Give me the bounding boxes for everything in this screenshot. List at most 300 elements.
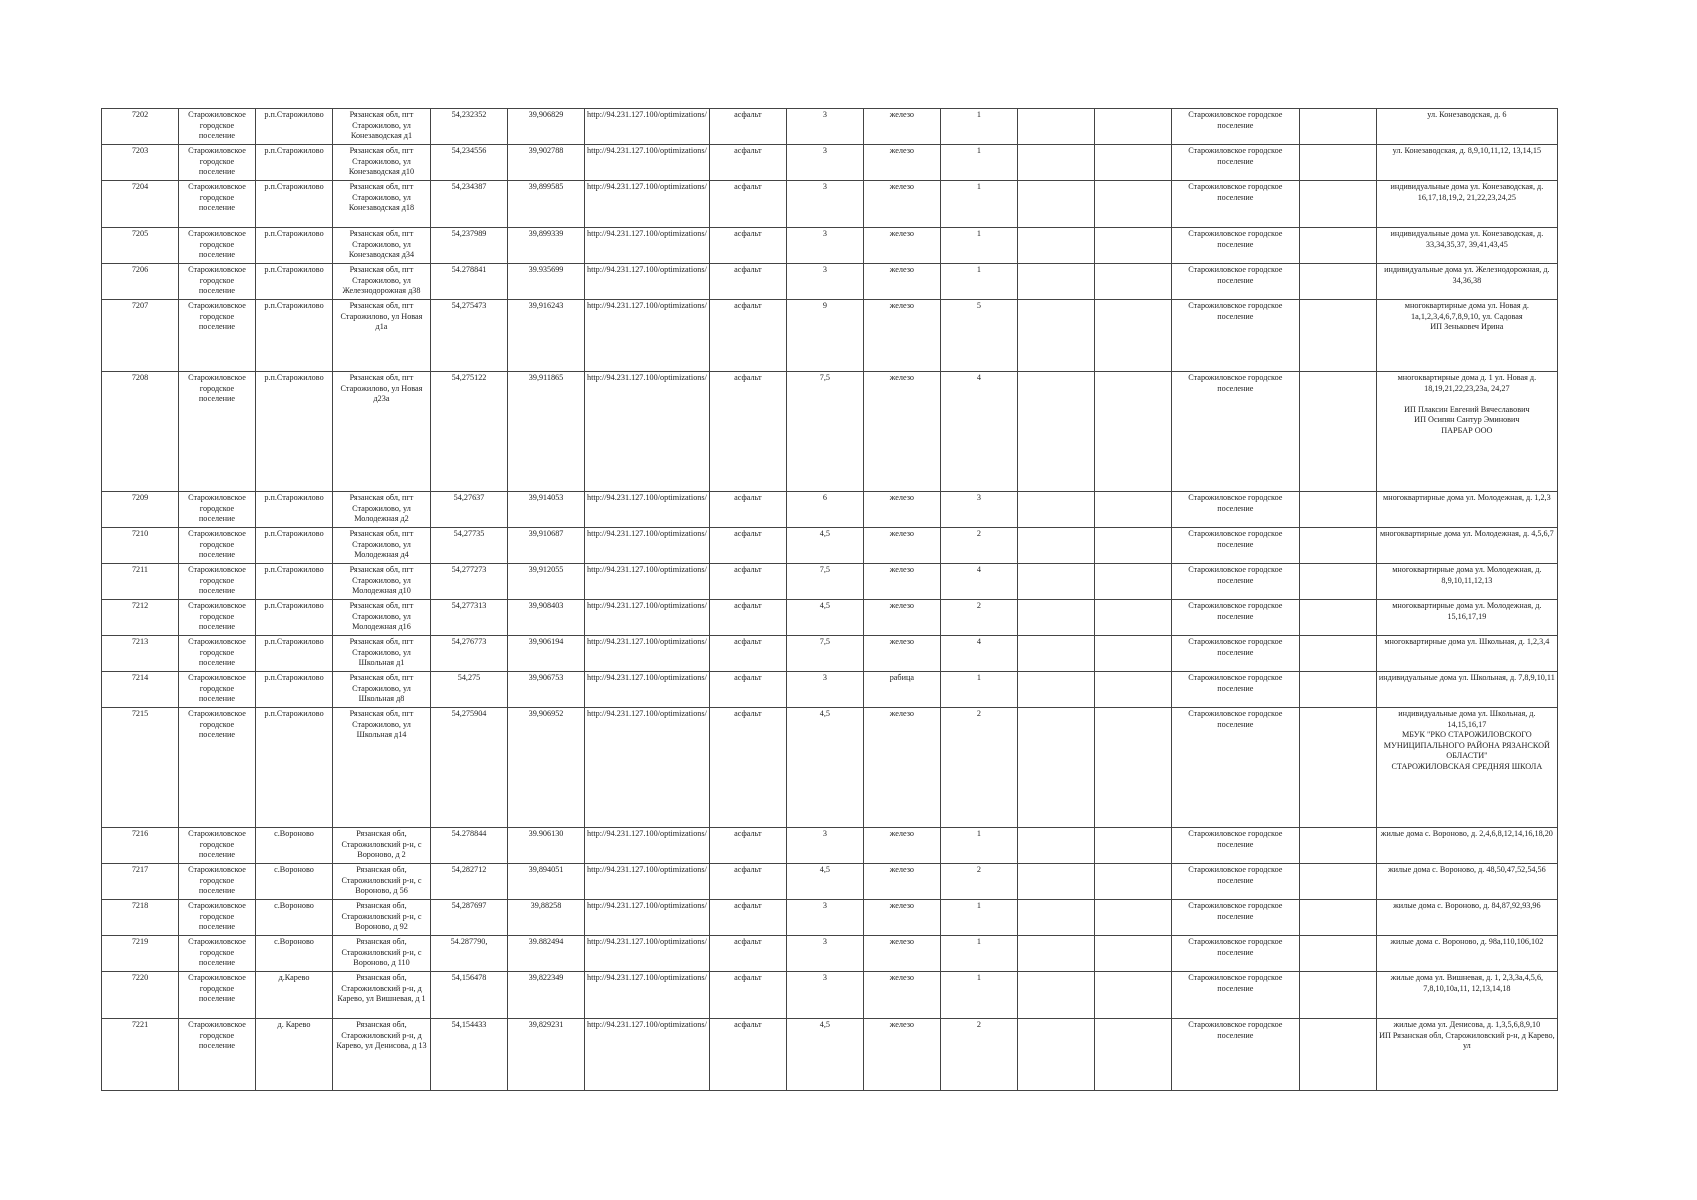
cell-link: http://94.231.127.100/optimizations/	[585, 672, 710, 708]
cell-address: Рязанская обл, пгт Старожилово, ул Конезаводская д34	[333, 228, 431, 264]
table-row	[102, 564, 1558, 600]
cell-empty	[1017, 900, 1094, 936]
cell-area: 4,5	[786, 528, 863, 564]
cell-material: железо	[863, 145, 940, 181]
cell-area: 7,5	[786, 564, 863, 600]
cell-id: 7203	[102, 145, 179, 181]
table-row	[102, 300, 1558, 372]
cell-holder: Старожиловское городское поселение	[1171, 109, 1299, 145]
cell-id: 7220	[102, 972, 179, 1019]
table-row	[102, 900, 1558, 936]
cell-empty	[1094, 900, 1171, 936]
cell-longitude: 39,906952	[508, 708, 585, 828]
cell-empty	[1299, 264, 1376, 300]
cell-settlement: Старожиловское городское поселение	[179, 300, 256, 372]
cell-latitude: 54.287790,	[431, 936, 508, 972]
cell-area: 3	[786, 672, 863, 708]
cell-surface: асфальт	[709, 492, 786, 528]
cell-locality: р.п.Старожилово	[256, 564, 333, 600]
cell-locality: с.Вороново	[256, 900, 333, 936]
cell-holder: Старожиловское городское поселение	[1171, 936, 1299, 972]
cell-area: 7,5	[786, 372, 863, 492]
cell-surface: асфальт	[709, 564, 786, 600]
cell-longitude: 39.882494	[508, 936, 585, 972]
cell-link: http://94.231.127.100/optimizations/	[585, 528, 710, 564]
cell-material: железо	[863, 900, 940, 936]
cell-empty	[1017, 145, 1094, 181]
cell-empty	[1017, 528, 1094, 564]
cell-locality: с.Вороново	[256, 936, 333, 972]
cell-empty	[1299, 228, 1376, 264]
cell-id: 7221	[102, 1019, 179, 1091]
cell-locality: д. Карево	[256, 1019, 333, 1091]
cell-holder: Старожиловское городское поселение	[1171, 672, 1299, 708]
cell-surface: асфальт	[709, 708, 786, 828]
cell-count: 1	[940, 228, 1017, 264]
cell-locality: д.Карево	[256, 972, 333, 1019]
cell-address: Рязанская обл, пгт Старожилово, ул Конезаводская д10	[333, 145, 431, 181]
cell-count: 2	[940, 528, 1017, 564]
cell-latitude: 54,27735	[431, 528, 508, 564]
table-row	[102, 672, 1558, 708]
cell-latitude: 54,27637	[431, 492, 508, 528]
cell-locality: р.п.Старожилово	[256, 181, 333, 228]
cell-latitude: 54,232352	[431, 109, 508, 145]
cell-longitude: 39,908403	[508, 600, 585, 636]
cell-link: http://94.231.127.100/optimizations/	[585, 228, 710, 264]
cell-material: железо	[863, 1019, 940, 1091]
table-row	[102, 636, 1558, 672]
cell-waste-source: индивидуальные дома ул. Школьная, д. 14,15,16,17 МБУК "РКО СТАРОЖИЛОВСКОГО МУНИЦИПАЛЬНОГО РАЙОНА РЯЗАНСКОЙ ОБЛАСТИ" СТАРОЖИЛОВСКАЯ СРЕДНЯЯ ШКОЛА	[1376, 708, 1557, 828]
cell-id: 7214	[102, 672, 179, 708]
cell-link: http://94.231.127.100/optimizations/	[585, 636, 710, 672]
cell-locality: р.п.Старожилово	[256, 600, 333, 636]
cell-longitude: 39,829231	[508, 1019, 585, 1091]
cell-settlement: Старожиловское городское поселение	[179, 264, 256, 300]
cell-id: 7207	[102, 300, 179, 372]
cell-latitude: 54,277273	[431, 564, 508, 600]
cell-latitude: 54,277313	[431, 600, 508, 636]
cell-id: 7209	[102, 492, 179, 528]
cell-surface: асфальт	[709, 264, 786, 300]
cell-latitude: 54,275	[431, 672, 508, 708]
cell-settlement: Старожиловское городское поселение	[179, 828, 256, 864]
cell-holder: Старожиловское городское поселение	[1171, 600, 1299, 636]
cell-longitude: 39.906130	[508, 828, 585, 864]
cell-address: Рязанская обл, Старожиловский р-н, д Карево, ул Денисова, д 13	[333, 1019, 431, 1091]
cell-link: http://94.231.127.100/optimizations/	[585, 264, 710, 300]
cell-surface: асфальт	[709, 636, 786, 672]
cell-empty	[1094, 372, 1171, 492]
cell-count: 2	[940, 1019, 1017, 1091]
cell-link: http://94.231.127.100/optimizations/	[585, 300, 710, 372]
cell-count: 1	[940, 672, 1017, 708]
cell-surface: асфальт	[709, 672, 786, 708]
cell-address: Рязанская обл, пгт Старожилово, ул Молодежная д10	[333, 564, 431, 600]
cell-material: железо	[863, 181, 940, 228]
cell-latitude: 54,275904	[431, 708, 508, 828]
cell-holder: Старожиловское городское поселение	[1171, 1019, 1299, 1091]
cell-holder: Старожиловское городское поселение	[1171, 181, 1299, 228]
cell-empty	[1094, 181, 1171, 228]
cell-area: 3	[786, 972, 863, 1019]
cell-material: железо	[863, 564, 940, 600]
cell-holder: Старожиловское городское поселение	[1171, 708, 1299, 828]
cell-link: http://94.231.127.100/optimizations/	[585, 492, 710, 528]
cell-empty	[1017, 492, 1094, 528]
cell-locality: р.п.Старожилово	[256, 372, 333, 492]
cell-settlement: Старожиловское городское поселение	[179, 564, 256, 600]
cell-surface: асфальт	[709, 936, 786, 972]
cell-settlement: Старожиловское городское поселение	[179, 528, 256, 564]
cell-count: 1	[940, 145, 1017, 181]
cell-link: http://94.231.127.100/optimizations/	[585, 1019, 710, 1091]
cell-locality: р.п.Старожилово	[256, 264, 333, 300]
cell-settlement: Старожиловское городское поселение	[179, 972, 256, 1019]
cell-id: 7217	[102, 864, 179, 900]
cell-longitude: 39,910687	[508, 528, 585, 564]
cell-area: 4,5	[786, 708, 863, 828]
cell-address: Рязанская обл, Старожиловский р-н, д Карево, ул Вишневая, д 1	[333, 972, 431, 1019]
cell-latitude: 54,275122	[431, 372, 508, 492]
cell-link: http://94.231.127.100/optimizations/	[585, 181, 710, 228]
cell-id: 7202	[102, 109, 179, 145]
table-row	[102, 708, 1558, 828]
cell-latitude: 54.278841	[431, 264, 508, 300]
cell-surface: асфальт	[709, 828, 786, 864]
cell-material: железо	[863, 936, 940, 972]
cell-locality: с.Вороново	[256, 828, 333, 864]
cell-id: 7211	[102, 564, 179, 600]
cell-settlement: Старожиловское городское поселение	[179, 936, 256, 972]
cell-settlement: Старожиловское городское поселение	[179, 864, 256, 900]
cell-empty	[1017, 300, 1094, 372]
cell-count: 1	[940, 936, 1017, 972]
cell-link: http://94.231.127.100/optimizations/	[585, 828, 710, 864]
cell-address: Рязанская обл, пгт Старожилово, ул Школьная д14	[333, 708, 431, 828]
cell-address: Рязанская обл, Старожиловский р-н, с Вороново, д 2	[333, 828, 431, 864]
cell-count: 1	[940, 109, 1017, 145]
cell-settlement: Старожиловское городское поселение	[179, 372, 256, 492]
cell-empty	[1017, 864, 1094, 900]
cell-link: http://94.231.127.100/optimizations/	[585, 708, 710, 828]
cell-waste-source: многоквартирные дома ул. Молодежная, д. 15,16,17,19	[1376, 600, 1557, 636]
cell-empty	[1017, 636, 1094, 672]
cell-material: железо	[863, 528, 940, 564]
cell-area: 3	[786, 181, 863, 228]
cell-material: железо	[863, 109, 940, 145]
cell-waste-source: многоквартирные дома ул. Молодежная, д. 1,2,3	[1376, 492, 1557, 528]
cell-latitude: 54,275473	[431, 300, 508, 372]
cell-longitude: 39,822349	[508, 972, 585, 1019]
cell-locality: р.п.Старожилово	[256, 636, 333, 672]
cell-empty	[1094, 264, 1171, 300]
cell-id: 7210	[102, 528, 179, 564]
cell-count: 1	[940, 264, 1017, 300]
cell-empty	[1017, 972, 1094, 1019]
cell-waste-source: многоквартирные дома ул. Школьная, д. 1,2,3,4	[1376, 636, 1557, 672]
cell-empty	[1094, 864, 1171, 900]
cell-surface: асфальт	[709, 1019, 786, 1091]
cell-link: http://94.231.127.100/optimizations/	[585, 936, 710, 972]
cell-id: 7208	[102, 372, 179, 492]
cell-longitude: 39,902788	[508, 145, 585, 181]
cell-waste-source: многоквартирные дома ул. Новая д. 1а,1,2,3,4,6,7,8,9,10, ул. Садовая ИП Зеньковеч Ирина	[1376, 300, 1557, 372]
cell-count: 2	[940, 708, 1017, 828]
cell-empty	[1299, 372, 1376, 492]
cell-empty	[1299, 708, 1376, 828]
cell-material: железо	[863, 228, 940, 264]
cell-count: 1	[940, 972, 1017, 1019]
cell-settlement: Старожиловское городское поселение	[179, 900, 256, 936]
cell-material: железо	[863, 492, 940, 528]
cell-area: 3	[786, 900, 863, 936]
cell-link: http://94.231.127.100/optimizations/	[585, 564, 710, 600]
cell-area: 4,5	[786, 864, 863, 900]
cell-waste-source: жилые дома с. Вороново, д. 2,4,6,8,12,14,16,18,20	[1376, 828, 1557, 864]
cell-count: 3	[940, 492, 1017, 528]
cell-area: 3	[786, 145, 863, 181]
cell-address: Рязанская обл, пгт Старожилово, ул Новая д23а	[333, 372, 431, 492]
cell-waste-source: многоквартирные дома ул. Молодежная, д. 4,5,6,7	[1376, 528, 1557, 564]
cell-count: 4	[940, 372, 1017, 492]
cell-settlement: Старожиловское городское поселение	[179, 600, 256, 636]
cell-address: Рязанская обл, пгт Старожилово, ул Молодежная д16	[333, 600, 431, 636]
table-row	[102, 600, 1558, 636]
cell-holder: Старожиловское городское поселение	[1171, 528, 1299, 564]
cell-material: железо	[863, 708, 940, 828]
cell-id: 7219	[102, 936, 179, 972]
cell-empty	[1094, 972, 1171, 1019]
cell-empty	[1299, 528, 1376, 564]
cell-holder: Старожиловское городское поселение	[1171, 492, 1299, 528]
table-row	[102, 972, 1558, 1019]
cell-longitude: 39,906753	[508, 672, 585, 708]
cell-empty	[1094, 528, 1171, 564]
cell-link: http://94.231.127.100/optimizations/	[585, 109, 710, 145]
cell-longitude: 39,914053	[508, 492, 585, 528]
cell-empty	[1094, 636, 1171, 672]
cell-empty	[1094, 708, 1171, 828]
cell-link: http://94.231.127.100/optimizations/	[585, 372, 710, 492]
cell-locality: с.Вороново	[256, 864, 333, 900]
cell-empty	[1094, 300, 1171, 372]
cell-count: 2	[940, 600, 1017, 636]
cell-longitude: 39,906194	[508, 636, 585, 672]
cell-material: железо	[863, 828, 940, 864]
cell-holder: Старожиловское городское поселение	[1171, 864, 1299, 900]
cell-empty	[1299, 672, 1376, 708]
cell-address: Рязанская обл, пгт Старожилово, ул Школьная д1	[333, 636, 431, 672]
cell-empty	[1017, 372, 1094, 492]
cell-longitude: 39,906829	[508, 109, 585, 145]
cell-empty	[1299, 109, 1376, 145]
cell-holder: Старожиловское городское поселение	[1171, 564, 1299, 600]
cell-id: 7212	[102, 600, 179, 636]
cell-empty	[1299, 600, 1376, 636]
cell-waste-source: жилые дома ул. Вишневая, д. 1, 2,3,3а,4,5,6, 7,8,10,10а,11, 12,13,14,18	[1376, 972, 1557, 1019]
cell-empty	[1094, 492, 1171, 528]
cell-area: 6	[786, 492, 863, 528]
cell-holder: Старожиловское городское поселение	[1171, 372, 1299, 492]
cell-area: 4,5	[786, 1019, 863, 1091]
cell-latitude: 54,237989	[431, 228, 508, 264]
cell-id: 7206	[102, 264, 179, 300]
cell-empty	[1017, 564, 1094, 600]
cell-latitude: 54,287697	[431, 900, 508, 936]
table-row	[102, 936, 1558, 972]
cell-empty	[1299, 864, 1376, 900]
cell-address: Рязанская обл, пгт Старожилово, ул Конезаводская д18	[333, 181, 431, 228]
cell-empty	[1017, 264, 1094, 300]
cell-waste-source: жилые дома ул. Денисова, д. 1,3,5,6,8,9,10 ИП Рязанская обл, Старожиловский р-н, д Карево, ул	[1376, 1019, 1557, 1091]
table-row	[102, 145, 1558, 181]
cell-address: Рязанская обл, пгт Старожилово, ул Молодежная д2	[333, 492, 431, 528]
cell-locality: р.п.Старожилово	[256, 528, 333, 564]
cell-area: 3	[786, 264, 863, 300]
cell-link: http://94.231.127.100/optimizations/	[585, 145, 710, 181]
cell-count: 5	[940, 300, 1017, 372]
cell-longitude: 39,899585	[508, 181, 585, 228]
cell-id: 7218	[102, 900, 179, 936]
cell-empty	[1094, 228, 1171, 264]
table-body	[102, 109, 1558, 1091]
cell-latitude: 54,234387	[431, 181, 508, 228]
cell-holder: Старожиловское городское поселение	[1171, 145, 1299, 181]
cell-settlement: Старожиловское городское поселение	[179, 492, 256, 528]
cell-count: 2	[940, 864, 1017, 900]
cell-longitude: 39,894051	[508, 864, 585, 900]
cell-material: железо	[863, 600, 940, 636]
cell-area: 3	[786, 936, 863, 972]
cell-empty	[1017, 600, 1094, 636]
cell-longitude: 39,911865	[508, 372, 585, 492]
table-row	[102, 864, 1558, 900]
cell-latitude: 54,282712	[431, 864, 508, 900]
cell-surface: асфальт	[709, 228, 786, 264]
table-row	[102, 264, 1558, 300]
cell-empty	[1094, 672, 1171, 708]
cell-settlement: Старожиловское городское поселение	[179, 228, 256, 264]
cell-surface: асфальт	[709, 145, 786, 181]
cell-material: железо	[863, 264, 940, 300]
table-row	[102, 528, 1558, 564]
cell-link: http://94.231.127.100/optimizations/	[585, 600, 710, 636]
cell-count: 4	[940, 564, 1017, 600]
cell-link: http://94.231.127.100/optimizations/	[585, 972, 710, 1019]
cell-address: Рязанская обл, пгт Старожилово, ул Железнодорожная д38	[333, 264, 431, 300]
cell-id: 7216	[102, 828, 179, 864]
cell-waste-source: ул. Конезаводская, д. 8,9,10,11,12, 13,14,15	[1376, 145, 1557, 181]
cell-settlement: Старожиловское городское поселение	[179, 109, 256, 145]
cell-holder: Старожиловское городское поселение	[1171, 900, 1299, 936]
cell-waste-source: жилые дома с. Вороново, д. 48,50,47,52,54,56	[1376, 864, 1557, 900]
cell-link: http://94.231.127.100/optimizations/	[585, 864, 710, 900]
cell-address: Рязанская обл, Старожиловский р-н, с Вороново, д 56	[333, 864, 431, 900]
cell-waste-source: ул. Конезаводская, д. 6	[1376, 109, 1557, 145]
cell-empty	[1299, 900, 1376, 936]
cell-longitude: 39,899339	[508, 228, 585, 264]
cell-material: железо	[863, 972, 940, 1019]
cell-material: железо	[863, 372, 940, 492]
cell-surface: асфальт	[709, 528, 786, 564]
cell-address: Рязанская обл, пгт Старожилово, ул Конезаводская д1	[333, 109, 431, 145]
cell-locality: р.п.Старожилово	[256, 228, 333, 264]
cell-waste-source: жилые дома с. Вороново, д. 98а,110,106,102	[1376, 936, 1557, 972]
cell-locality: р.п.Старожилово	[256, 492, 333, 528]
cell-waste-source: индивидуальные дома ул. Конезаводская, д. 33,34,35,37, 39,41,43,45	[1376, 228, 1557, 264]
cell-surface: асфальт	[709, 864, 786, 900]
cell-longitude: 39,912055	[508, 564, 585, 600]
cell-holder: Старожиловское городское поселение	[1171, 636, 1299, 672]
cell-address: Рязанская обл, Старожиловский р-н, с Вороново, д 92	[333, 900, 431, 936]
cell-surface: асфальт	[709, 109, 786, 145]
cell-empty	[1299, 145, 1376, 181]
cell-settlement: Старожиловское городское поселение	[179, 672, 256, 708]
cell-address: Рязанская обл, Старожиловский р-н, с Вороново, д 110	[333, 936, 431, 972]
cell-empty	[1094, 828, 1171, 864]
cell-material: рабица	[863, 672, 940, 708]
table-row	[102, 492, 1558, 528]
cell-waste-source: индивидуальные дома ул. Конезаводская, д. 16,17,18,19,2, 21,22,23,24,25	[1376, 181, 1557, 228]
cell-waste-source: индивидуальные дома ул. Школьная, д. 7,8,9,10,11	[1376, 672, 1557, 708]
cell-holder: Старожиловское городское поселение	[1171, 828, 1299, 864]
cell-locality: р.п.Старожилово	[256, 145, 333, 181]
cell-latitude: 54.278844	[431, 828, 508, 864]
cell-waste-source: жилые дома с. Вороново, д. 84,87,92,93,96	[1376, 900, 1557, 936]
cell-waste-source: многоквартирные дома ул. Молодежная, д. 8,9,10,11,12,13	[1376, 564, 1557, 600]
cell-empty	[1094, 564, 1171, 600]
cell-id: 7205	[102, 228, 179, 264]
cell-area: 3	[786, 228, 863, 264]
cell-waste-source: многоквартирные дома д. 1 ул. Новая д. 18,19,21,22,23,23а, 24,27 ИП Плаксин Евгений Вячеславович ИП Осипян Сантур Эминович ПАРБАР ООО	[1376, 372, 1557, 492]
cell-surface: асфальт	[709, 972, 786, 1019]
cell-address: Рязанская обл, пгт Старожилово, ул Новая д1а	[333, 300, 431, 372]
cell-holder: Старожиловское городское поселение	[1171, 264, 1299, 300]
cell-holder: Старожиловское городское поселение	[1171, 228, 1299, 264]
cell-link: http://94.231.127.100/optimizations/	[585, 900, 710, 936]
cell-empty	[1094, 1019, 1171, 1091]
cell-locality: р.п.Старожилово	[256, 672, 333, 708]
cell-settlement: Старожиловское городское поселение	[179, 181, 256, 228]
cell-area: 4,5	[786, 600, 863, 636]
cell-latitude: 54,276773	[431, 636, 508, 672]
cell-empty	[1017, 228, 1094, 264]
cell-locality: р.п.Старожилово	[256, 708, 333, 828]
cell-holder: Старожиловское городское поселение	[1171, 972, 1299, 1019]
table-row	[102, 1019, 1558, 1091]
cell-surface: асфальт	[709, 900, 786, 936]
cell-settlement: Старожиловское городское поселение	[179, 708, 256, 828]
cell-material: железо	[863, 864, 940, 900]
table-row	[102, 109, 1558, 145]
cell-longitude: 39,88258	[508, 900, 585, 936]
cell-count: 1	[940, 828, 1017, 864]
cell-area: 3	[786, 109, 863, 145]
cell-empty	[1299, 1019, 1376, 1091]
cell-count: 4	[940, 636, 1017, 672]
cell-holder: Старожиловское городское поселение	[1171, 300, 1299, 372]
cell-empty	[1017, 109, 1094, 145]
cell-surface: асфальт	[709, 372, 786, 492]
table-row	[102, 372, 1558, 492]
cell-longitude: 39,916243	[508, 300, 585, 372]
cell-surface: асфальт	[709, 600, 786, 636]
cell-address: Рязанская обл, пгт Старожилово, ул Школьная д8	[333, 672, 431, 708]
cell-id: 7213	[102, 636, 179, 672]
cell-latitude: 54,154433	[431, 1019, 508, 1091]
cell-surface: асфальт	[709, 300, 786, 372]
